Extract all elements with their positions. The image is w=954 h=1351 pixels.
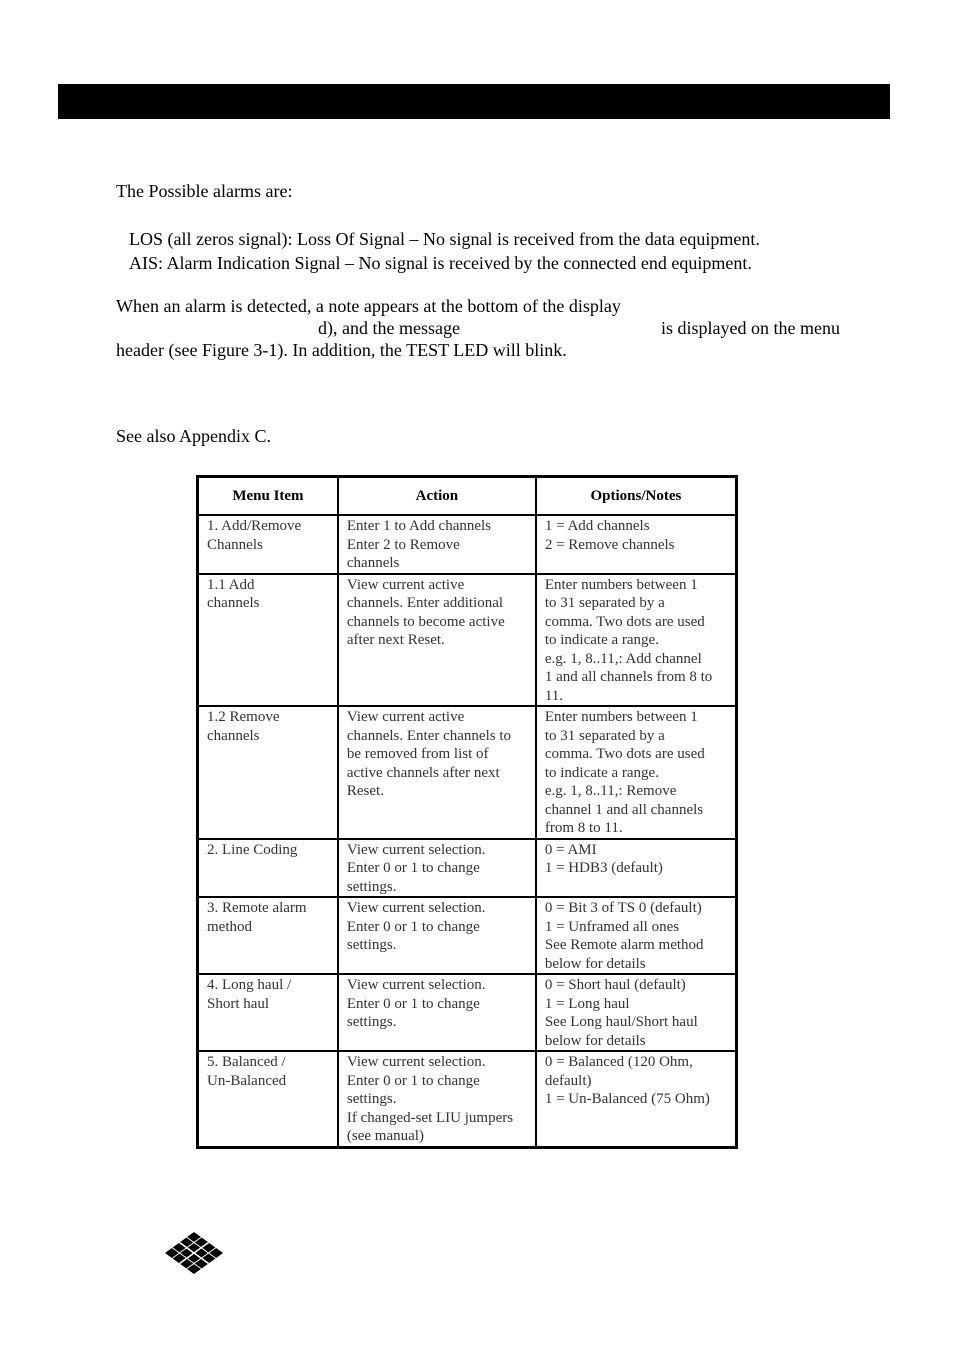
options-cell xyxy=(536,897,737,974)
cell-line: channels xyxy=(207,727,260,744)
action-cell xyxy=(338,706,536,839)
cell-line: View current selection. xyxy=(346,841,486,858)
table-body xyxy=(198,515,737,1147)
options-cell xyxy=(536,974,737,1051)
cell-line: e.g. 1, 8..11,: Add channel xyxy=(544,650,702,667)
cell-line: channels xyxy=(346,555,400,571)
cell-line: 1 = Add channels xyxy=(544,518,650,534)
cell-line: settings. xyxy=(346,878,397,895)
cell-line: View current active xyxy=(346,576,465,593)
cell-line: channels. Enter additional xyxy=(346,595,504,611)
table-row xyxy=(198,839,737,898)
cell-line: Enter 0 or 1 to change xyxy=(346,918,480,935)
cell-line: channels. Enter channels to xyxy=(346,727,511,744)
menu-item-cell xyxy=(198,974,338,1051)
note-line-2-part-a: d), and the message xyxy=(318,318,460,338)
table-row xyxy=(198,574,737,707)
cell-line: Enter 0 or 1 to change xyxy=(346,1072,480,1089)
cell-line: method xyxy=(207,918,252,935)
see-also: See also Appendix C. xyxy=(116,426,271,446)
cell-line: channels xyxy=(207,595,260,611)
header-action: Action xyxy=(338,477,536,516)
cell-line: 2 = Remove channels xyxy=(544,536,675,553)
menu-items-table xyxy=(196,475,738,1149)
cell-line: settings. xyxy=(346,937,397,953)
cell-line: Un-Balanced xyxy=(207,1072,287,1089)
cell-line: 11. xyxy=(544,687,564,704)
cell-line: 1 = Long haul xyxy=(544,995,630,1012)
cell-line: settings. xyxy=(346,1091,397,1107)
cell-line: 1 = Un-Balanced (75 Ohm) xyxy=(544,1091,710,1107)
cell-line: to indicate a range. xyxy=(544,764,659,781)
cell-line: default) xyxy=(544,1072,592,1089)
table-header-row xyxy=(198,477,737,516)
cell-line: from 8 to 11. xyxy=(544,820,623,836)
menu-item-cell xyxy=(198,706,338,839)
table-row xyxy=(198,1051,737,1147)
cell-line: to indicate a range. xyxy=(544,632,659,648)
note-line-2-part-b: is displayed on the menu xyxy=(661,318,840,338)
table-row xyxy=(198,515,737,574)
cell-line: after next Reset. xyxy=(346,632,445,648)
cell-line: e.g. 1, 8..11,: Remove xyxy=(544,783,677,799)
action-cell xyxy=(338,974,536,1051)
cell-line: Enter numbers between 1 xyxy=(544,576,698,593)
action-cell xyxy=(338,897,536,974)
action-cell xyxy=(338,1051,536,1147)
cell-line: View current selection. xyxy=(346,1054,486,1070)
header-options-notes: Options/Notes xyxy=(536,477,737,516)
alarms-intro: The Possible alarms are: xyxy=(116,181,293,201)
cell-line: 3. Remote alarm xyxy=(207,900,307,916)
cell-line: to 31 separated by a xyxy=(544,727,665,744)
cell-line: below for details xyxy=(544,955,646,972)
menu-item-cell xyxy=(198,574,338,707)
options-cell xyxy=(536,706,737,839)
cell-line: settings. xyxy=(346,1014,397,1030)
cell-line: 0 = Bit 3 of TS 0 (default) xyxy=(544,900,702,916)
menu-item-cell xyxy=(198,839,338,898)
action-cell xyxy=(338,574,536,707)
cell-line: (see manual) xyxy=(346,1128,424,1144)
cell-line: 4. Long haul / xyxy=(207,977,292,993)
cell-line: Enter numbers between 1 xyxy=(544,709,698,725)
cell-line: comma. Two dots are used xyxy=(544,613,705,630)
cell-line: 1 = Unframed all ones xyxy=(544,918,680,935)
cell-line: Enter 0 or 1 to change xyxy=(346,860,480,876)
cell-line: Reset. xyxy=(346,783,384,799)
action-cell xyxy=(338,839,536,898)
menu-item-cell xyxy=(198,1051,338,1147)
cell-line: Enter 1 to Add channels xyxy=(346,518,492,534)
cell-line: View current selection. xyxy=(346,900,486,916)
options-cell xyxy=(536,839,737,898)
cell-line: 1.2 Remove xyxy=(207,709,280,725)
cell-line: 0 = Short haul (default) xyxy=(544,977,686,993)
action-cell xyxy=(338,515,536,574)
cell-line: 1 = HDB3 (default) xyxy=(544,860,663,876)
cell-line: channels to become active xyxy=(346,613,505,630)
menu-item-cell xyxy=(198,515,338,574)
cell-line: comma. Two dots are used xyxy=(544,746,705,762)
options-cell xyxy=(536,1051,737,1147)
alarm-note-paragraph xyxy=(116,295,840,361)
cell-line: channel 1 and all channels xyxy=(544,801,704,818)
table-row xyxy=(198,897,737,974)
alarm-ais: AIS: Alarm Indication Signal – No signal is received by the connected end equipment. xyxy=(129,253,752,273)
cell-line: View current active xyxy=(346,709,465,725)
cell-line: Channels xyxy=(207,536,263,553)
note-line-2 xyxy=(116,317,840,339)
cell-line: 0 = Balanced (120 Ohm, xyxy=(544,1054,693,1070)
cell-line: See Remote alarm method xyxy=(544,937,704,953)
cell-line: Short haul xyxy=(207,995,270,1012)
cell-line: 1 and all channels from 8 to xyxy=(544,669,713,685)
alarm-los: LOS (all zeros signal): Loss Of Signal – No signal is received from the data equipment. xyxy=(129,229,760,249)
table-row xyxy=(198,974,737,1051)
cell-line: 2. Line Coding xyxy=(207,841,298,858)
cell-line: Enter 2 to Remove xyxy=(346,536,460,553)
cell-line: be removed from list of xyxy=(346,746,489,762)
company-logo-icon xyxy=(165,1232,223,1274)
cell-line: active channels after next xyxy=(346,764,500,781)
table-row xyxy=(198,706,737,839)
note-line-1: When an alarm is detected, a note appears at the bottom of the display xyxy=(116,296,621,316)
cell-line: 5. Balanced / xyxy=(207,1054,286,1070)
cell-line: 0 = AMI xyxy=(544,841,597,858)
header-menu-item: Menu Item xyxy=(198,477,338,516)
cell-line: If changed-set LIU jumpers xyxy=(346,1109,514,1126)
cell-line: 1.1 Add xyxy=(207,576,255,593)
options-cell xyxy=(536,574,737,707)
cell-line: Enter 0 or 1 to change xyxy=(346,995,480,1012)
menu-item-cell xyxy=(198,897,338,974)
cell-line: View current selection. xyxy=(346,977,486,993)
options-cell xyxy=(536,515,737,574)
cell-line: to 31 separated by a xyxy=(544,595,665,611)
cell-line: See Long haul/Short haul xyxy=(544,1014,698,1030)
note-line-3: header (see Figure 3-1). In addition, the TEST LED will blink. xyxy=(116,340,567,360)
page-header-bar xyxy=(58,84,890,119)
cell-line: 1. Add/Remove xyxy=(207,518,302,534)
cell-line: below for details xyxy=(544,1032,646,1049)
